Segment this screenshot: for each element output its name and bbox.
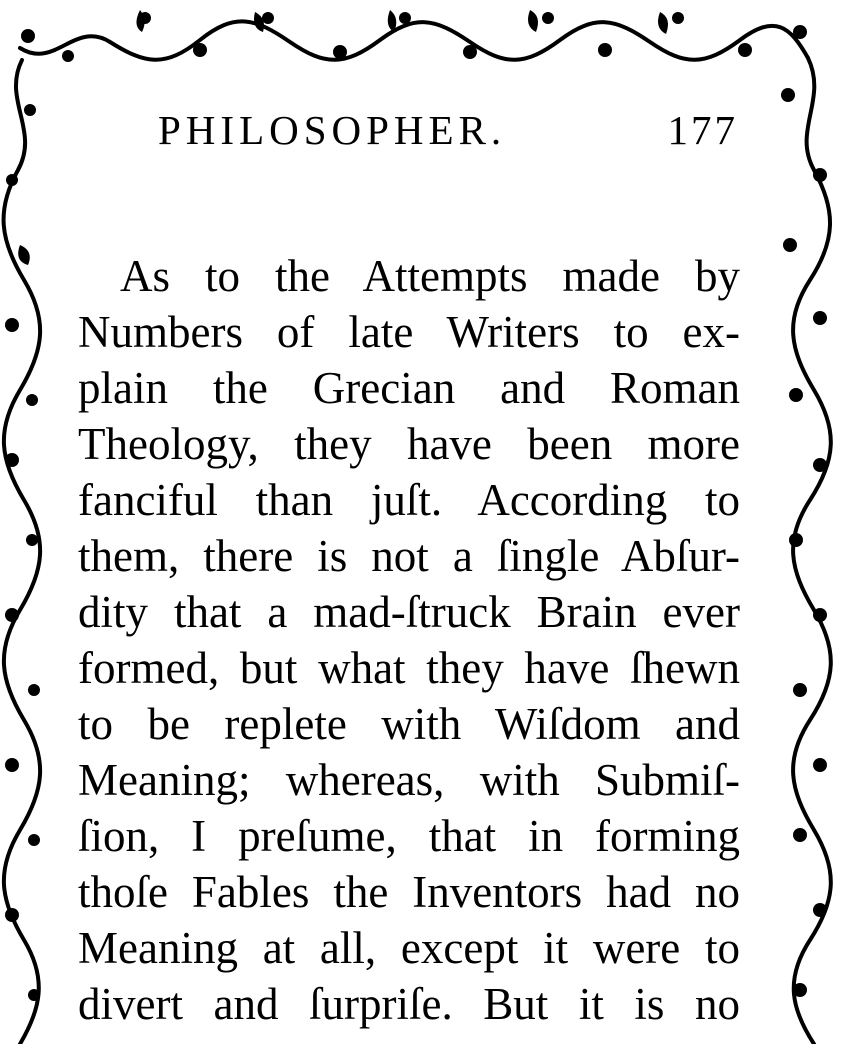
right-vine xyxy=(793,58,831,1044)
top-ornaments xyxy=(21,10,807,62)
text-line: to be replete with Wiſdom and xyxy=(78,699,740,749)
text-line: fanciful than juſt. According to xyxy=(78,475,740,525)
text-line: Theology, they have been more xyxy=(78,419,740,469)
text-line: As to the Attempts made by xyxy=(120,251,740,301)
running-title: PHILOSOPHER. xyxy=(158,107,507,153)
running-head xyxy=(150,100,740,160)
text-line: Numbers of late Writers to ex- xyxy=(78,307,740,357)
text-line: Meaning at all, except it were to xyxy=(78,923,740,973)
text-line: thoſe Fables the Inventors had no xyxy=(78,867,740,917)
right-ornaments xyxy=(781,88,827,997)
left-ornaments xyxy=(5,104,40,1001)
text-line: plain the Grecian and Roman xyxy=(78,363,740,413)
text-line: divert and ſurpriſe. But it is no xyxy=(78,979,740,1029)
body-text xyxy=(78,248,740,1032)
text-line: them, there is not a ſingle Abſur- xyxy=(78,531,740,581)
text-line: dity that a mad-ſtruck Brain ever xyxy=(78,587,740,637)
text-line: ſion, I preſume, that in forming xyxy=(78,811,740,861)
left-vine xyxy=(4,60,41,1044)
page-number: 177 xyxy=(667,107,738,153)
text-line: Meaning; whereas, with Submiſ- xyxy=(78,755,740,805)
text-line: formed, but what they have ſhewn xyxy=(78,643,740,693)
